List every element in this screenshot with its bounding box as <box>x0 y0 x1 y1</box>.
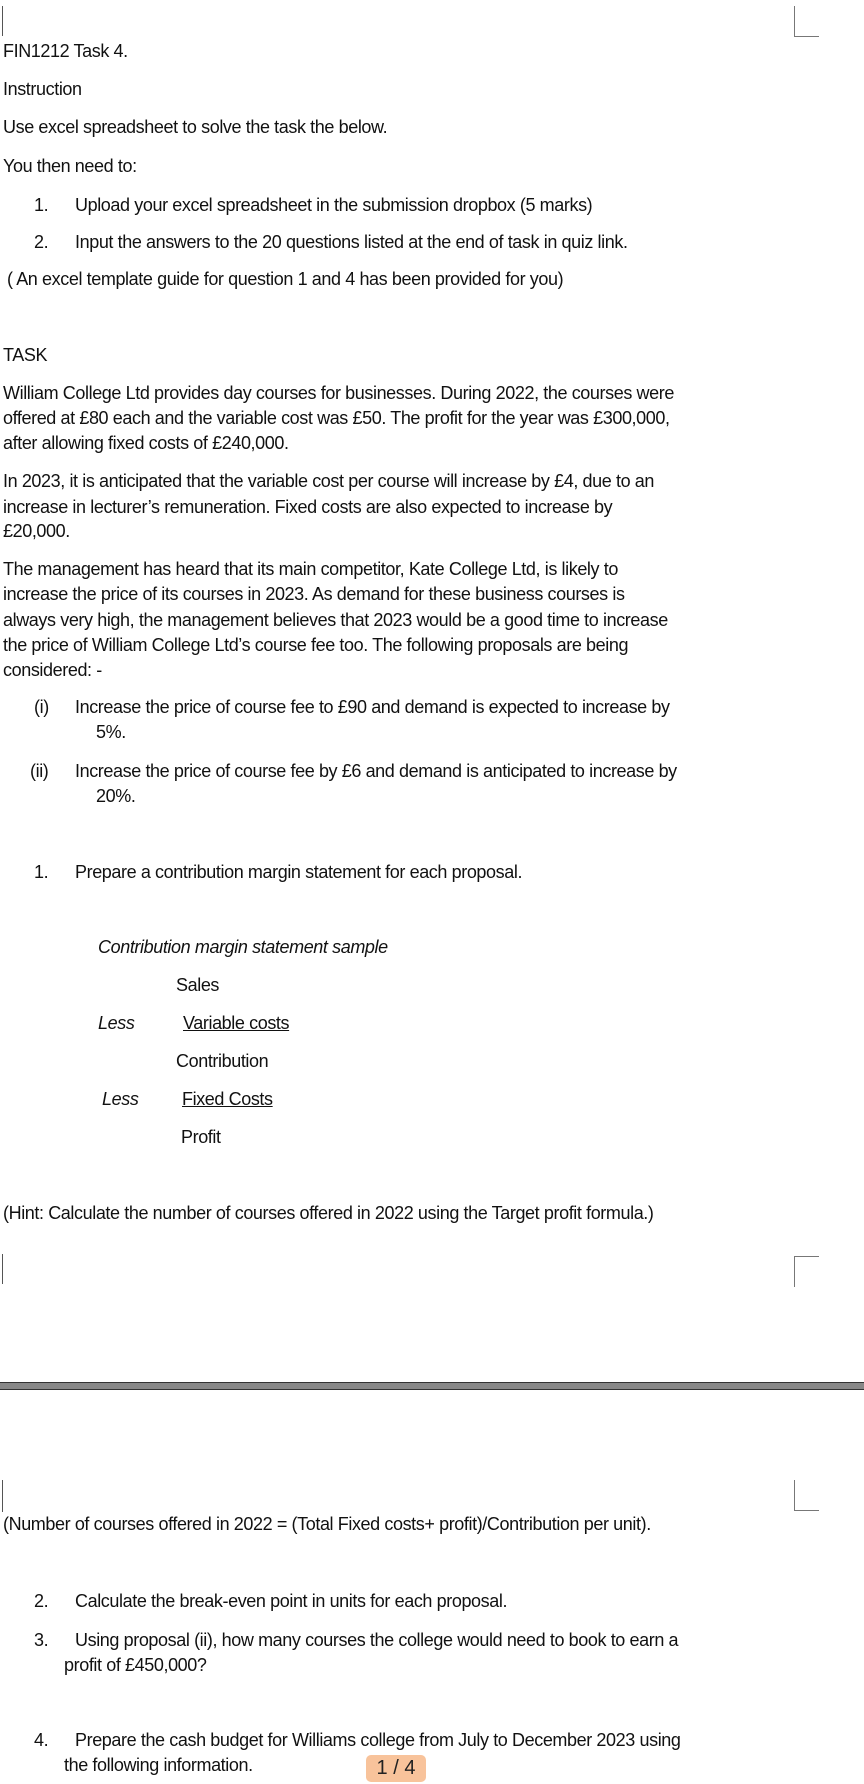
question-number: 2. <box>34 1591 49 1611</box>
proposal-number: (i) <box>34 697 49 717</box>
proposal-text: 20%. <box>96 786 136 806</box>
para2-line: increase in lecturer’s remuneration. Fixed costs are also expected to increase by <box>3 497 613 517</box>
para1-line: offered at £80 each and the variable cost was £50. The profit for the year was £300,000, <box>3 408 670 428</box>
question-text: Prepare the cash budget for Williams college from July to December 2023 using <box>75 1730 681 1750</box>
intro-text: Use excel spreadsheet to solve the task the below. <box>3 117 388 137</box>
task-heading: TASK <box>3 345 48 365</box>
para3-line: considered: - <box>3 660 102 680</box>
step-number: 2. <box>34 232 49 252</box>
question-text: Prepare a contribution margin statement for each proposal. <box>75 862 523 882</box>
sample-variable-costs: Variable costs <box>183 1013 290 1033</box>
question-number: 4. <box>34 1730 49 1750</box>
document-title: FIN1212 Task 4. <box>3 41 128 61</box>
sample-fixed-costs: Fixed Costs <box>182 1089 273 1109</box>
para3-line: always very high, the management believes that 2023 would be a good time to increase <box>3 610 668 630</box>
sample-less: Less <box>98 1013 135 1033</box>
template-note: ( An excel template guide for question 1 and 4 has been provided for you) <box>7 269 564 289</box>
proposal-number: (ii) <box>30 761 49 781</box>
margin-mark-left <box>2 6 3 36</box>
page-indicator: 1 / 4 <box>366 1755 426 1782</box>
step-number: 1. <box>34 195 49 215</box>
para2-line: £20,000. <box>3 521 70 541</box>
para2-line: In 2023, it is anticipated that the variable cost per course will increase by £4, due to an <box>3 471 655 491</box>
question-text: Calculate the break-even point in units for each proposal. <box>75 1591 508 1611</box>
question-number: 1. <box>34 862 49 882</box>
step-text: Input the answers to the 20 questions listed at the end of task in quiz link. <box>75 232 628 252</box>
sample-contribution: Contribution <box>176 1051 269 1071</box>
margin-mark-right <box>794 6 819 37</box>
para3-line: increase the price of its courses in 2023. As demand for these business courses is <box>3 584 625 604</box>
question-text: Using proposal (ii), how many courses the college would need to book to earn a <box>75 1630 679 1650</box>
para1-line: after allowing fixed costs of £240,000. <box>3 433 289 453</box>
proposal-text: 5%. <box>96 722 126 742</box>
para3-line: The management has heard that its main competitor, Kate College Ltd, is likely to <box>3 559 618 579</box>
sample-sales: Sales <box>176 975 220 995</box>
instruction-heading: Instruction <box>3 79 82 99</box>
sample-less: Less <box>102 1089 139 1109</box>
formula-text: (Number of courses offered in 2022 = (Total Fixed costs+ profit)/Contribution per unit). <box>3 1514 651 1534</box>
hint-text: (Hint: Calculate the number of courses offered in 2022 using the Target profit formula.) <box>3 1203 654 1223</box>
question-text: profit of £450,000? <box>64 1655 207 1675</box>
then-need-text: You then need to: <box>3 156 137 176</box>
para3-line: the price of William College Ltd’s course fee too. The following proposals are being <box>3 635 629 655</box>
margin-mark-right <box>794 1480 819 1511</box>
margin-mark-right <box>794 1256 819 1287</box>
sample-heading: Contribution margin statement sample <box>98 937 388 957</box>
proposal-text: Increase the price of course fee to £90 and demand is expected to increase by <box>75 697 670 717</box>
question-text: the following information. <box>64 1755 253 1775</box>
proposal-text: Increase the price of course fee by £6 and demand is anticipated to increase by <box>75 761 677 781</box>
page-separator <box>0 1382 864 1390</box>
margin-mark-left <box>2 1480 3 1512</box>
para1-line: William College Ltd provides day courses for businesses. During 2022, the courses were <box>3 383 674 403</box>
sample-profit: Profit <box>181 1127 221 1147</box>
question-number: 3. <box>34 1630 49 1650</box>
step-text: Upload your excel spreadsheet in the submission dropbox (5 marks) <box>75 195 593 215</box>
margin-mark-left <box>2 1254 3 1284</box>
